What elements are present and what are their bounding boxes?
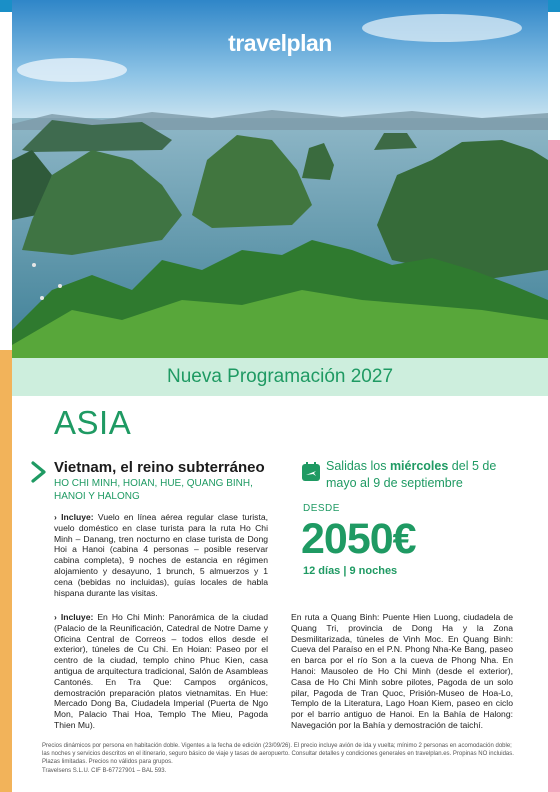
departure-suffix: del 5 de mayo al 9 de septiembre bbox=[326, 459, 497, 490]
price: 2050€ bbox=[301, 515, 416, 563]
arrow-right-icon: › bbox=[54, 612, 57, 622]
program-band bbox=[12, 358, 548, 396]
departure-prefix: Salidas los bbox=[326, 459, 390, 473]
left-accent-bar bbox=[0, 350, 12, 792]
includes-services bbox=[54, 512, 268, 598]
travelplan-logo[interactable]: travelplan bbox=[228, 30, 332, 56]
footer-legal: Travelsens S.L.U. CIF B-67727901 – BAL 593. bbox=[42, 767, 167, 774]
includes-visits-continued: En ruta a Quang Binh: Puente Hien Luong, ciudadela de Quang Tri, provincia de Dong Ha y la Zona Desmilitarizada, túneles de Vinh Moc. En Quang Binh: Cueva del Paraíso en el P.N. Phong Nha-Ke Bang, paseo en barca por el río Son a la cueva de Phong Nha. En Hanoi: Mausoleo de Ho Chi Minh (desde el exterior), Casa de Ho Chi Minh sobre pilotes, Pagoda de un solo pilar, Pagoda de Tran Quoc, Prisión-Museo de Hoa-Lo, Templo de la Literatura, Lago Hoan Kiem, paseo en ciclo por el barrio antiguo de Hanoi. En la Bahía de Halong: Navegación por la Bahía y demostración de taichí. bbox=[291, 612, 513, 730]
includes-visits-text: En Ho Chi Minh: Panorámica de la ciudad (Palacio de la Reunificación, Catedral de Notre Dame y Oficina Central de Correos – todos ellos desde el exterior), túneles de Cu Chi. En Hoian: Paseo por el centro de la ciudad, templo chino Phuc Kien, casa antigua de arquitectura tradicional, Salón de Asambleas Cantonés. En Tra Que: Campos orgánicos, demostración preparación platos vietnamitas. En Hue: Mercado Dong Ba, Ciudadela Imperial (Puerta de Ngo Mon, Palacio Thai Hoa, Templo The Mieu, Pagoda Thien Mu). bbox=[54, 612, 269, 730]
region-title: ASIA bbox=[54, 404, 132, 441]
includes-label: Incluye: bbox=[60, 612, 94, 622]
program-band-text: Nueva Programación 2027 bbox=[166, 366, 394, 387]
trip-title: Vietnam, el reino subterráneo bbox=[54, 459, 265, 476]
departure-dates bbox=[326, 458, 501, 492]
arrow-right-icon: › bbox=[54, 512, 57, 522]
trip-places: HO CHI MINH, HOIAN, HUE, QUANG BINH, HANOI Y HALONG bbox=[54, 478, 253, 502]
price-from-label: DESDE bbox=[303, 503, 340, 514]
includes-label: Incluye: bbox=[61, 512, 94, 522]
chevron-right-icon bbox=[30, 461, 48, 483]
right-accent-bar bbox=[548, 140, 560, 792]
footer-disclaimer bbox=[42, 742, 518, 775]
includes-visits bbox=[54, 612, 268, 731]
footer-text: Precios dinámicos por persona en habitación doble. Vigentes a la fecha de edición (23/09/26). El precio incluye avión de ida y vuelta; mínimo 2 personas en acomodación doble; las noches y servicios descritos en el itinerario, seguro básico de viaje y tasas de aeropuerto. Consultar detalles y condiciones generales en travelplan.es. Propinas NO incluidas. Plazas limitadas. Precios no válidos para grupos. bbox=[42, 743, 514, 766]
calendar-plane-icon bbox=[301, 461, 321, 483]
includes-services-text: Vuelo en línea aérea regular clase turista, vuelo doméstico en clase turista para la ruta Ho Chi Minh – Danang, tren nocturno en clase turista de Dong Hoi a Hanoi (cabina 4 personas – posible reservar cabina completa), 9 noches de estancia en régimen alojamiento y desayuno, 1 brunch, 5 almuerzos y 1 cena (bebidas no incluidas), guías locales de habla hispana durante las visitas. bbox=[54, 512, 269, 598]
departure-day: miércoles bbox=[389, 459, 449, 473]
trip-duration: 12 días | 9 noches bbox=[303, 565, 398, 577]
